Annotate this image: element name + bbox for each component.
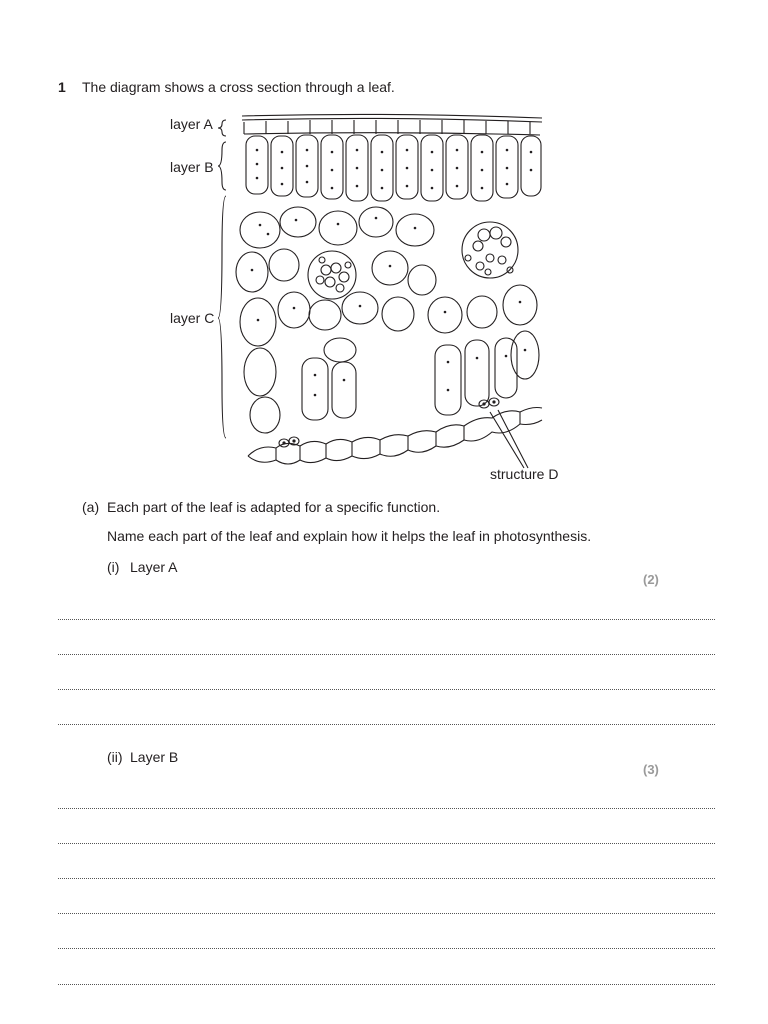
sub-ii-marks: (3) — [643, 762, 659, 777]
answer-line-ii-3[interactable] — [58, 878, 715, 879]
label-layer-a: layer A — [170, 116, 213, 132]
answer-line-i-2[interactable] — [58, 654, 715, 655]
label-layer-c: layer C — [170, 310, 215, 326]
layer-b-bracket — [218, 142, 226, 190]
sub-ii-label: (ii) — [107, 749, 123, 765]
leaf-cross-section-diagram — [160, 100, 580, 490]
chloroplast-dots — [251, 149, 533, 445]
label-layer-b: layer B — [170, 159, 214, 175]
answer-line-ii-1[interactable] — [58, 808, 715, 809]
part-a-instruction: Name each part of the leaf and explain how it helps the leaf in photosynthesis. — [107, 528, 592, 544]
question-number: 1 — [58, 79, 66, 95]
lower-epidermis-cells — [248, 408, 542, 465]
upper-epidermis-cells — [244, 120, 540, 135]
question-stem: The diagram shows a cross section through a leaf. — [82, 79, 395, 95]
answer-line-i-1[interactable] — [58, 619, 715, 620]
sub-i-marks: (2) — [643, 572, 659, 587]
guard-cells — [279, 398, 499, 447]
cuticle-line — [242, 114, 542, 118]
answer-line-ii-2[interactable] — [58, 843, 715, 844]
layer-c-bracket — [218, 196, 226, 438]
layer-a-bracket — [218, 120, 226, 136]
palisade-cells — [246, 135, 541, 201]
part-a-label: (a) — [82, 499, 100, 515]
answer-line-ii-4[interactable] — [58, 913, 715, 914]
spongy-mesophyll-cells — [236, 207, 539, 433]
vein-bundle-right — [462, 222, 518, 278]
sub-ii-text: Layer B — [130, 749, 179, 765]
part-a-text: Each part of the leaf is adapted for a specific function. — [107, 499, 441, 515]
vein-bundle-left — [308, 251, 356, 299]
sub-i-label: (i) — [107, 559, 120, 575]
answer-line-ii-6[interactable] — [58, 984, 715, 985]
label-structure-d: structure D — [490, 466, 559, 482]
answer-line-ii-5[interactable] — [58, 948, 715, 949]
structure-d-pointer — [490, 410, 528, 468]
answer-line-i-4[interactable] — [58, 724, 715, 725]
answer-line-i-3[interactable] — [58, 689, 715, 690]
sub-i-text: Layer A — [130, 559, 178, 575]
